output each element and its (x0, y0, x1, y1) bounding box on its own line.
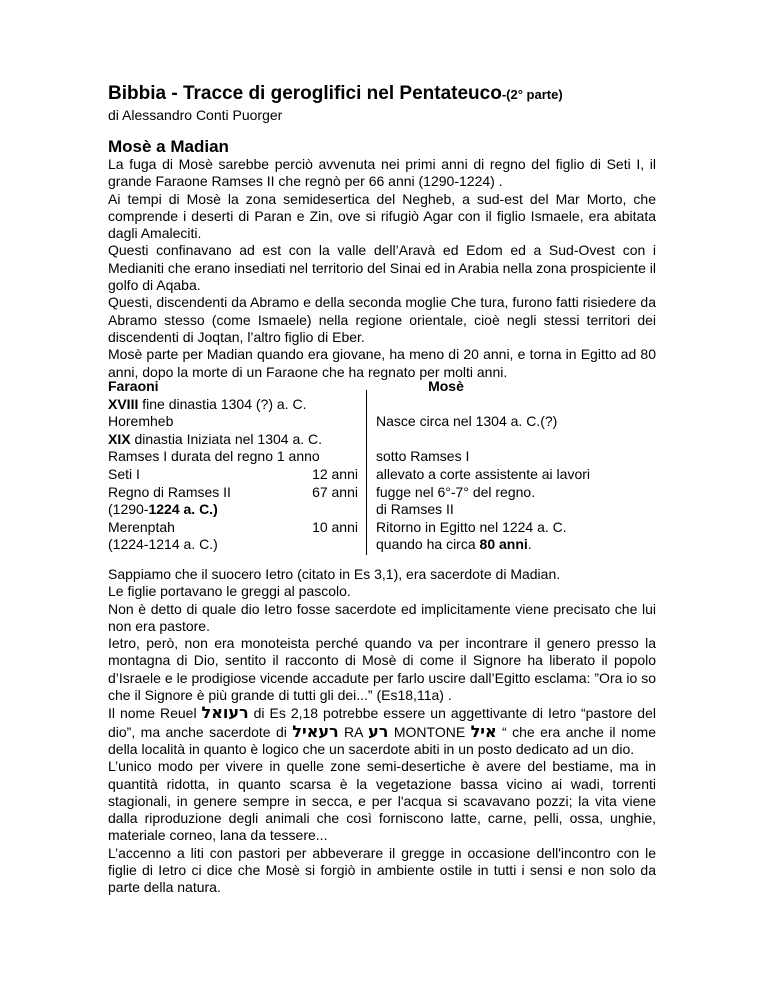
moses-header: Mosè (428, 378, 464, 394)
intro-paragraph: Questi confinavano ad est con la valle dell’Aravà ed Edom ed a Sud-Ovest con i Medianiti che erano insediati nel territorio del Sinai ed in Arabia nella zona prospiciente il golfo di Aqaba. (108, 242, 656, 294)
body-paragraph: Sappiamo che il suocero Ietro (citato in Es 3,1), era sacerdote di Madian. (108, 566, 561, 582)
document-title (108, 83, 563, 105)
moses-column (376, 378, 656, 554)
intro-paragraph: Mosè parte per Madian quando era giovane, ha meno di 20 anni, e torna in Egitto ad 80 anni, dopo la morte di un Faraone che ha regnato per molti anni. (108, 346, 656, 380)
moses-row: fugge nel 6°-7° del regno. (376, 483, 536, 500)
body-paragraph: L’unico modo per vivere in quelle zone semi-desertiche è avere del bestiame, ma in quantità ridotta, in quanto scarsa è la vegetazione bassa vicino ai wadi, torrenti stagionali, in genere sempre in secca, e per l'acqua si scavavano pozzi; la vita viene dalla riproduzione degli animali che così forniscono latte, carne, pelli, ossa, unghie, materiale corneo, lana da tessere... (108, 758, 656, 844)
moses-row (376, 431, 656, 449)
title-main: Bibbia - Tracce di geroglifici nel Pentateuco (108, 83, 502, 104)
body-paragraph: L’accenno a liti con pastori per abbeverare il gregge in occasione dell'incontro con le figlie di Ietro ci dice che Mosè si forgiò in ambiente ostile in tutti i sensi e non solo da parte della natura. (108, 844, 656, 896)
pharaoh-row: XVIII fine dinastia 1304 (?) a. C. (108, 395, 307, 412)
intro-paragraph: Questi, discendenti da Abramo e della seconda moglie Che tura, furono fatti risiedere da Abramo stesso (come Ismaele) nella regione orientale, cioè negli stessi territori dei discendenti di Joqtan, l’altro figlio di Eber. (108, 294, 656, 345)
body-paragraph: Non è detto di quale dio Ietro fosse sacerdote ed implicitamente viene precisato che lui non era pastore. (108, 600, 656, 634)
body-paragraph: Le figlie portavano le greggi al pascolo. (108, 583, 351, 600)
author-line: di Alessandro Conti Puorger (108, 107, 283, 123)
moses-row: sotto Ramses I (376, 448, 470, 465)
pharaoh-row: Ramses I durata del regno 1 anno (108, 448, 320, 465)
pharaoh-row: Seti I 12 anni (108, 465, 358, 482)
moses-row (376, 396, 656, 414)
pharaohs-header: Faraoni (108, 378, 159, 394)
hebrew-reuel: רעואל (201, 703, 249, 723)
moses-row: Nasce circa nel 1304 a. C.(?) (376, 413, 558, 430)
pharaoh-row: Regno di Ramses II 67 anni (108, 483, 358, 500)
pharaoh-row: Merenptah 10 anni (108, 518, 358, 535)
body-text (108, 566, 656, 897)
moses-row: Ritorno in Egitto nel 1224 a. C. (376, 518, 567, 535)
pharaoh-row: (1290-1224 a. C.) (108, 501, 218, 518)
hebrew-eil: איל (470, 721, 497, 741)
body-paragraph: Ietro, però, non era monoteista perché quando va per incontrare il genero presso la montagna di Dio, sentito il racconto di Mosè di come il Signore ha liberato il popolo d’Israele e le prodigiose vicende accadute per farlo uscire dall’Egitto esclama: ”Ora io so che il Signore è più grande di tutti gli dei...” (Es18,11a) . (108, 635, 656, 704)
moses-row: di Ramses II (376, 501, 454, 518)
intro-text (108, 156, 656, 381)
pharaoh-row: XIX dinastia Iniziata nel 1304 a. C. (108, 430, 323, 447)
pharaoh-row: Horemheb (108, 413, 174, 430)
intro-paragraph: Ai tempi di Mosè la zona semidesertica del Negheb, a sud-est del Mar Morto, che comprende i deserti di Paran e Zin, ove si rifugiò Agar con il figlio Ismaele, era abitata dagli Amaleciti. (108, 190, 656, 242)
hebrew-raeil: רעאיל (292, 721, 339, 741)
column-divider (366, 390, 367, 555)
body-paragraph: Il nome Reuel רעואל di Es 2,18 potrebbe essere un aggettivante di Ietro “pastore del dio”, ma anche sacerdote di רעאיל RA רע MONTONE איל “ che era anche il nome della località in quanto è logico che un sacerdote abiti in un posto dedicato ad un dio. (108, 703, 656, 757)
section-heading: Mosè a Madian (108, 137, 229, 156)
moses-row: allevato a corte assistente ai lavori (376, 465, 590, 482)
hebrew-ra: רע (368, 721, 389, 741)
pharaohs-column (108, 378, 358, 554)
moses-row: quando ha circa 80 anni. (376, 536, 532, 553)
pharaoh-row: (1224-1214 a. C.) (108, 536, 218, 553)
intro-paragraph: La fuga di Mosè sarebbe perciò avvenuta nei primi anni di regno del figlio di Seti I, il grande Faraone Ramses II che regnò per 66 anni (1290-1224) . (108, 156, 656, 190)
title-subtitle: -(2° parte) (501, 87, 563, 102)
